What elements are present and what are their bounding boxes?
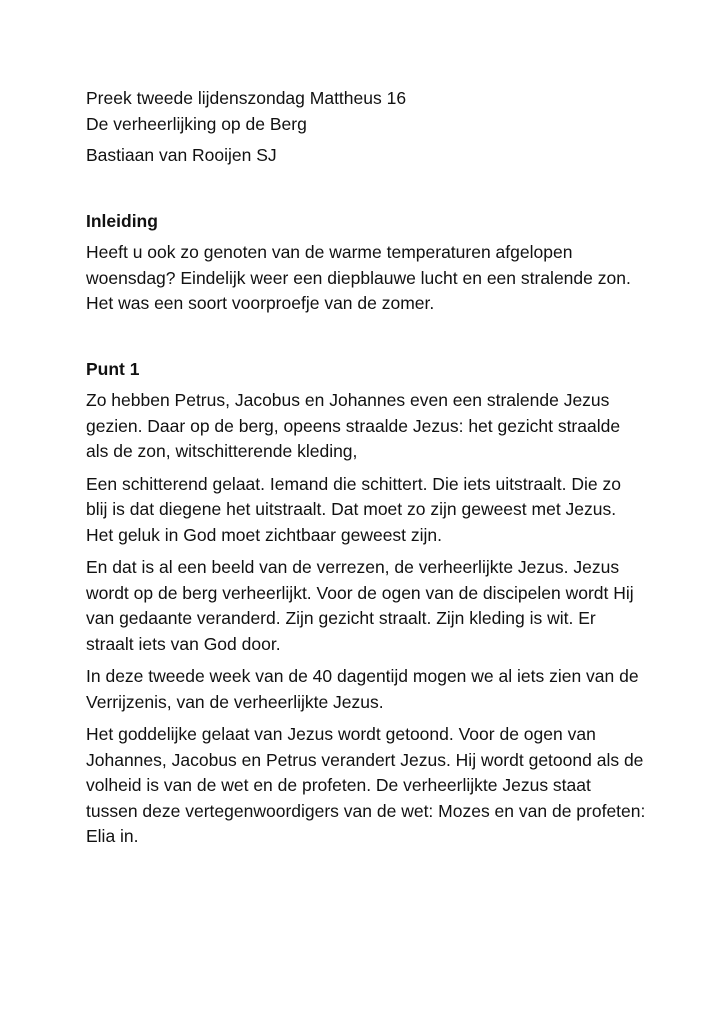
- section-heading-punt-1: Punt 1: [86, 358, 140, 379]
- document-title: Preek tweede lijdenszondag Mattheus 16: [86, 88, 407, 108]
- paragraph: Heeft u ook zo genoten van de warme temperaturen afgelopen woensdag? Eindelijk weer een diepblauwe lucht en een stralende zon. Het was een soort voorproefje van de zomer.: [86, 242, 631, 313]
- section-heading-inleiding: Inleiding: [86, 210, 158, 231]
- paragraph: In deze tweede week van de 40 dagentijd mogen we al iets zien van de Verrijzenis, van de verheerlijkte Jezus.: [86, 666, 639, 712]
- document-subtitle: De verheerlijking op de Berg: [86, 113, 307, 134]
- paragraph: Een schitterend gelaat. Iemand die schittert. Die iets uitstraalt. Die zo blij is dat diegene het uitstraalt. Dat moet zo zijn geweest met Jezus. Het geluk in God moet zichtbaar geweest zijn.: [86, 473, 621, 545]
- document-author: Bastiaan van Rooijen SJ: [86, 145, 277, 165]
- paragraph: Het goddelijke gelaat van Jezus wordt getoond. Voor de ogen van Johannes, Jacobus en Petrus verandert Jezus. Hij wordt getoond als de volheid is van de wet en de profeten. De verheerlijkte Jezus staat tussen deze vertegenwoordigers van de wet: Mozes en van de profeten: Elia in.: [86, 724, 646, 846]
- document-page: [86, 86, 646, 850]
- paragraph: En dat is al een beeld van de verrezen, de verheerlijkte Jezus. Jezus wordt op de berg verheerlijkt. Voor de ogen van de discipelen wordt Hij van gedaante veranderd. Zijn gezicht straalt. Zijn kleding is wit. Er straalt iets van God door.: [86, 557, 634, 654]
- title-block: [86, 86, 646, 169]
- paragraph: Zo hebben Petrus, Jacobus en Johannes even een stralende Jezus gezien. Daar op de berg, opeens straalde Jezus: het gezicht straalde als de zon, witschitterende kleding,: [86, 390, 621, 461]
